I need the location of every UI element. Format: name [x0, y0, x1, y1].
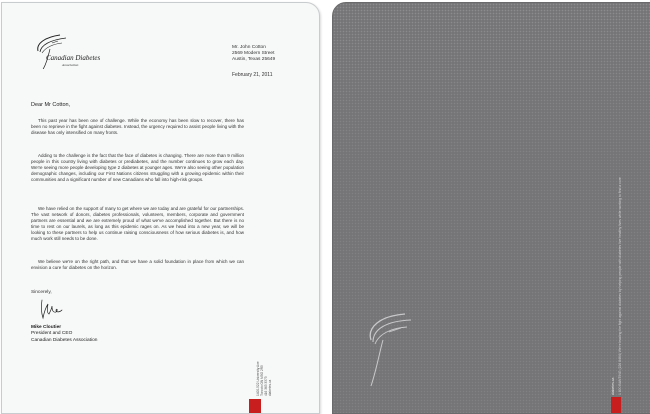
closing: Sincerely,: [31, 290, 52, 295]
mission-statement: 1 800 BANTING (226 8464) We're leading the fight against diabetes by helping people with diabetes live healthy lives while working to find a cure: [618, 177, 622, 395]
body-paragraph: This past year has been one of challenge. While the economy has been slow to recover, there has been no reprieve in the fight against diabetes. Instead, the urgency required to assist people living with the disease has only intensified on many fronts.: [31, 118, 244, 136]
recipient-address: [232, 45, 275, 64]
recipient-street: 2569 Modern Street: [232, 51, 275, 57]
dot-pattern: [333, 3, 650, 163]
hummingbird-icon: [361, 310, 421, 390]
footer-line: 416 363 3373: [264, 376, 268, 396]
footer-line: Toronto ON M5G 2R5: [260, 365, 264, 396]
letter-date: February 21, 2011: [232, 72, 273, 78]
footer-line: 1400-522 University Ave: [256, 361, 260, 396]
signature-image: [39, 298, 65, 322]
red-accent-block: [249, 399, 261, 413]
association-logo: [32, 25, 102, 73]
signer-org: Canadian Diabetes Association: [31, 337, 98, 343]
salutation: Dear Mr Cotton,: [31, 102, 71, 108]
recipient-name: Mr. John Cotton: [232, 45, 266, 50]
logo-subline: Association: [62, 63, 79, 67]
signer-name: Mike Cloutier: [31, 325, 62, 330]
website-url: diabetes.ca: [611, 377, 615, 395]
body-paragraph: We believe we're on the right path, and that we have a solid foundation in place from which we can envision a cure for diabetes on the horizon.: [31, 259, 244, 271]
red-accent-block: [611, 397, 621, 413]
signer-block: [31, 325, 97, 344]
logo-wordmark: Canadian Diabetes: [46, 54, 101, 62]
letter-page: [1, 2, 320, 414]
footer-contact: [256, 362, 272, 397]
body-paragraph: We have relied on the support of many to get where we are today and are grateful for our partnerships. The vast network of donors, diabetes professionals, volunteers, members, corporate and government partners are essential and we are extremely proud of what we've accomplished together. But there is no time to rest on our laurels, as long as this epidemic rages on. As we head into a new year, we will be looking to these partners to help us continue raising consciousness of how serious diabetes is, and how much work still needs to be done.: [31, 206, 244, 242]
recipient-city: Austin, Texas 25649: [232, 57, 276, 63]
signer-title: President and CEO: [31, 331, 73, 337]
letterhead-back: [332, 2, 650, 414]
footer-line: diabetes.ca: [268, 379, 272, 396]
body-paragraph: Adding to the challenge is the fact that the face of diabetes is changing. There are more than 9 million people in this country living with diabetes or prediabetes, and the number continues to grow each day. We're seeing more people developing type 2 diabetes at younger ages. We're also seeing other population demographic changes, including our First Nations citizens struggling with a growing epidemic within their communities and a significant number of new Canadians who fall into high-risk groups.: [31, 153, 244, 183]
